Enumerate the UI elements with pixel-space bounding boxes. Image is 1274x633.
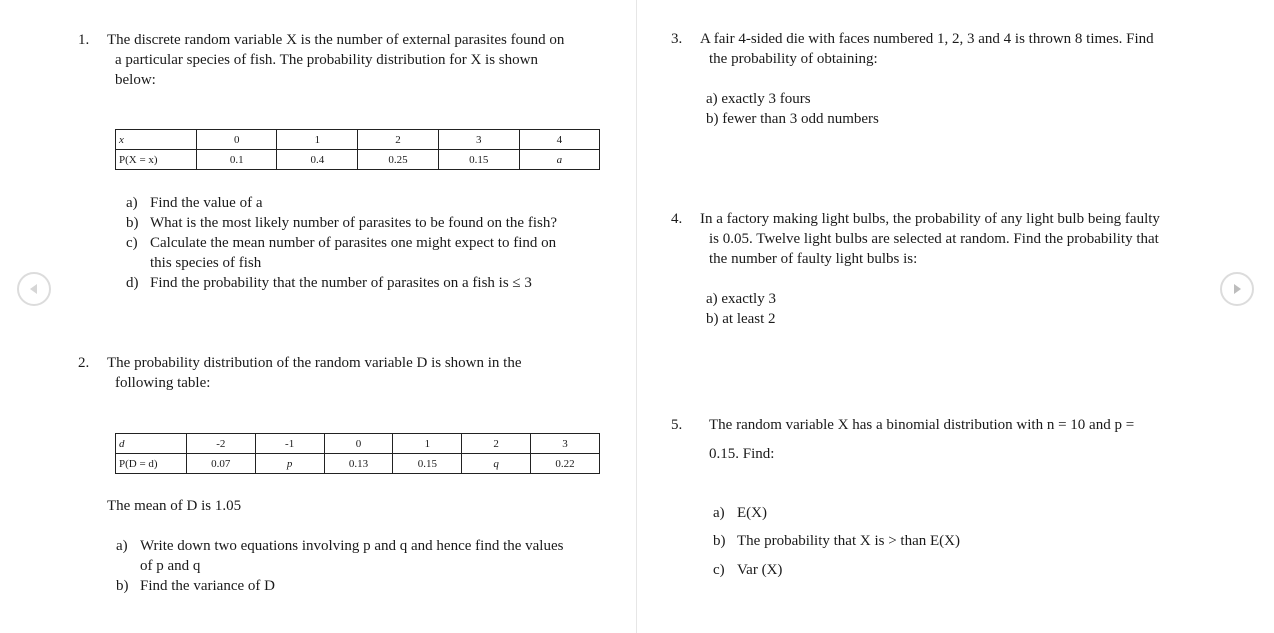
table-cell: 1 xyxy=(393,434,462,454)
q1-line: a particular species of fish. The probability distribution for X is shown xyxy=(115,52,538,68)
q2-line: following table: xyxy=(115,375,211,391)
q5-number: 5. xyxy=(671,417,683,433)
table-cell: 0.15 xyxy=(393,454,462,474)
q1-part-text: What is the most likely number of parasites to be found on the fish? xyxy=(150,215,557,231)
table-row xyxy=(116,130,600,150)
q4-line: In a factory making light bulbs, the probability of any light bulb being faulty xyxy=(700,211,1160,227)
q5-part-label: b) xyxy=(713,533,726,549)
q1-line: The discrete random variable X is the number of external parasites found on xyxy=(107,32,565,48)
table-cell: 0.15 xyxy=(438,150,519,170)
q1-distribution-table xyxy=(115,129,600,170)
q3-number: 3. xyxy=(671,31,683,47)
table-cell: P(D = d) xyxy=(116,454,187,474)
table-cell: P(X = x) xyxy=(116,150,197,170)
q2-distribution-table xyxy=(115,433,600,474)
chevron-left-icon xyxy=(27,282,41,296)
q5-part-text: E(X) xyxy=(737,505,767,521)
q2-part-label: a) xyxy=(116,538,128,554)
table-cell: a xyxy=(519,150,599,170)
table-cell: 2 xyxy=(462,434,531,454)
q1-part-label: c) xyxy=(126,235,138,251)
table-cell: -1 xyxy=(255,434,324,454)
table-row xyxy=(116,434,600,454)
q5-part-text: The probability that X is > than E(X) xyxy=(737,533,960,549)
q5-part-label: a) xyxy=(713,505,725,521)
table-row xyxy=(116,150,600,170)
table-cell: 0 xyxy=(324,434,393,454)
q1-part-text: this species of fish xyxy=(150,255,262,271)
q3-line: the probability of obtaining: xyxy=(709,51,878,67)
q3-line: A fair 4-sided die with faces numbered 1, 2, 3 and 4 is thrown 8 times. Find xyxy=(700,31,1154,47)
table-row xyxy=(116,454,600,474)
q4-part: b) at least 2 xyxy=(706,311,776,327)
table-cell: 3 xyxy=(531,434,600,454)
chevron-right-icon xyxy=(1230,282,1244,296)
table-cell: 3 xyxy=(438,130,519,150)
q2-part-text: Write down two equations involving p and q and hence find the values xyxy=(140,538,564,554)
q1-part-text: Calculate the mean number of parasites one might expect to find on xyxy=(150,235,557,251)
q5-part-label: c) xyxy=(713,562,725,578)
q5-line: The random variable X has a binomial distribution with n = 10 and p = xyxy=(709,417,1135,433)
q2-part-text: Find the variance of D xyxy=(140,578,275,594)
q4-part: a) exactly 3 xyxy=(706,291,776,307)
table-cell: 1 xyxy=(277,130,358,150)
q1-part-label: b) xyxy=(126,215,139,231)
q3-part: b) fewer than 3 odd numbers xyxy=(706,111,879,127)
q5-part-text: Var (X) xyxy=(737,562,783,578)
q2-part-label: b) xyxy=(116,578,129,594)
q2-line: The probability distribution of the random variable D is shown in the xyxy=(107,355,522,371)
table-cell: 0.22 xyxy=(531,454,600,474)
q4-number: 4. xyxy=(671,211,683,227)
q1-part-text: Find the probability that the number of parasites on a fish is ≤ 3 xyxy=(150,275,532,291)
table-cell: d xyxy=(116,434,187,454)
q5-line: 0.15. Find: xyxy=(709,446,775,462)
table-cell: x xyxy=(116,130,197,150)
q1-number: 1. xyxy=(78,32,90,48)
q1-part-text: Find the value of a xyxy=(150,195,263,211)
q1-part-label: a) xyxy=(126,195,138,211)
table-cell: p xyxy=(255,454,324,474)
q3-part: a) exactly 3 fours xyxy=(706,91,811,107)
table-cell: 0.1 xyxy=(197,150,277,170)
q2-number: 2. xyxy=(78,355,90,371)
table-cell: q xyxy=(462,454,531,474)
q4-line: the number of faulty light bulbs is: xyxy=(709,251,918,267)
right-page xyxy=(637,0,1274,633)
table-cell: 0 xyxy=(197,130,277,150)
table-cell: 0.25 xyxy=(358,150,438,170)
table-cell: 0.13 xyxy=(324,454,393,474)
q2-mean-text: The mean of D is 1.05 xyxy=(107,498,242,514)
table-cell: 2 xyxy=(358,130,438,150)
q4-line: is 0.05. Twelve light bulbs are selected at random. Find the probability that xyxy=(709,231,1159,247)
next-page-button[interactable] xyxy=(1220,272,1254,306)
table-cell: 0.07 xyxy=(186,454,255,474)
table-cell: -2 xyxy=(186,434,255,454)
q1-line: below: xyxy=(115,72,156,88)
previous-page-button[interactable] xyxy=(17,272,51,306)
q2-part-text: of p and q xyxy=(140,558,201,574)
table-cell: 0.4 xyxy=(277,150,358,170)
q1-part-label: d) xyxy=(126,275,139,291)
table-cell: 4 xyxy=(519,130,599,150)
